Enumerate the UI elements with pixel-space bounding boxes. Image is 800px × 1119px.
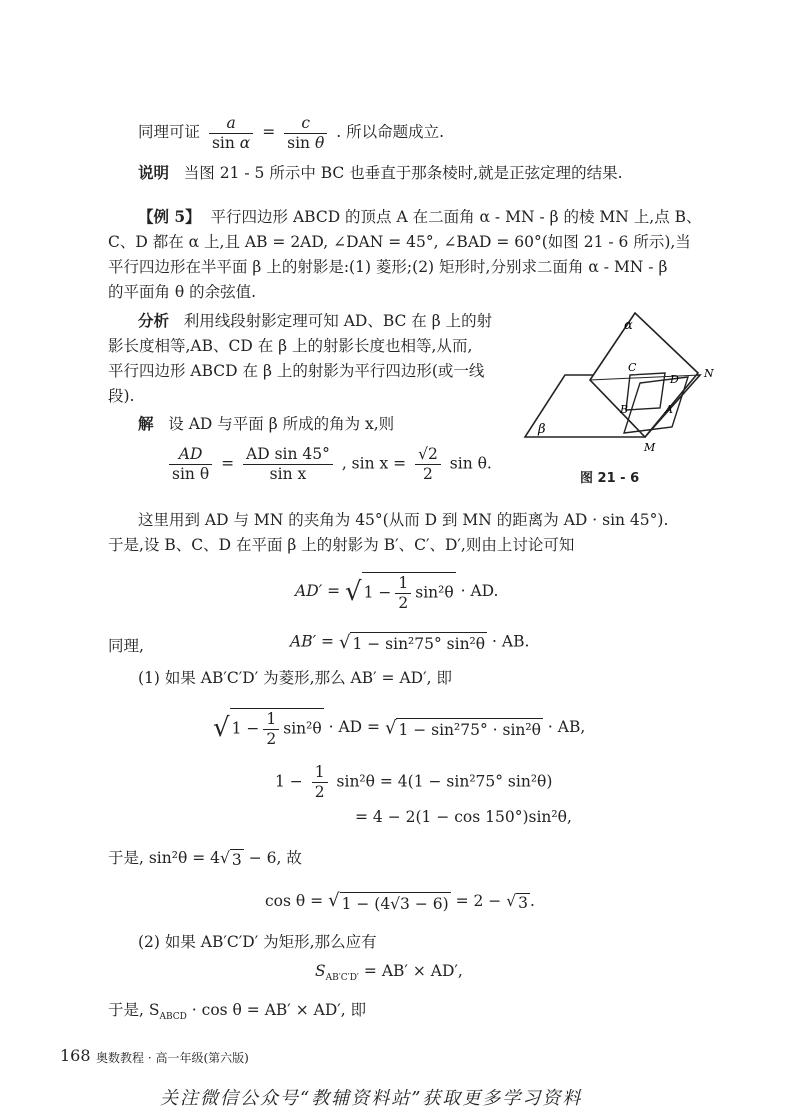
paragraph-2: 于是,设 B、C、D 在平面 β 上的射影为 B′、C′、D′,则由上讨论可知 [108,536,575,554]
radicand-3: 1 − sin²75° sin²θ [350,632,487,653]
ad-prime: AD′ = [295,582,341,600]
eq4-sin: sin²θ [283,719,322,738]
fraction-a: $\frac{a}{\text{sin α}}$ [209,115,253,152]
equation-2 [295,572,498,612]
radical-sign: √ [338,632,351,653]
equation-3-label: 同理, [108,637,144,655]
analysis-line-1 [138,311,492,331]
equals: = [262,123,276,141]
radicand-4b: 1 − sin²75° · sin²θ [396,718,543,739]
equation-5 [275,764,552,801]
example-5-line-1 [138,207,702,227]
example-5-line-2: C、D 都在 α 上,且 AB = 2AD, ∠DAN = 45°, ∠BAD = 60°(如图 21 - 6 所示),当 [108,233,691,251]
eq10-rhs: · cos θ = AB′ × AD′, 即 [186,1001,367,1019]
figure-caption: 图 21 - 6 [580,471,640,486]
eq4-mid: · AD = [328,718,381,736]
eq10-sub: ABCD [159,1012,187,1023]
eq4-one: 1 − [231,719,260,738]
label-n: N [704,367,714,380]
line-1-lead: 同理可证 [138,123,201,141]
label-d: D [670,373,679,386]
case-1: (1) 如果 AB′C′D′ 为菱形,那么 AB′ = AD′, 即 [138,669,452,687]
note-line [138,163,623,183]
radical-sign: √ [345,577,362,607]
plane-alpha [590,313,698,437]
solution-label: 解 [138,414,154,433]
eq5-rhs: sin²θ = 4(1 − sin²75° sin²θ) [336,772,553,791]
book-title: 奥数教程 · 高一年级(第六版) [96,1051,249,1065]
equation-7 [108,848,302,870]
radicand-2 [362,572,456,612]
radicand-8a: 1 − (4√3 − 6) [340,892,451,913]
figure-21-6 [520,305,720,465]
eq8-post: = 2 − [450,892,502,910]
equation-8 [265,890,535,913]
ab-prime: AB′ = [290,632,335,651]
eq9-sub: AB′C′D′ [325,973,359,984]
eq2-one: 1 − [363,583,392,602]
eq9-s: S [315,962,326,980]
line-1 [138,112,444,152]
radicand-7: 3 [231,850,242,869]
example-5-line-4: 的平面角 θ 的余弦值. [108,283,257,301]
fraction-half: $\frac{1}{2}$ [263,711,279,748]
equation-3 [290,632,529,653]
radical-sign: √ [328,890,340,911]
equation-1 [165,446,492,483]
label-beta: β [538,422,546,437]
eq2-rhs: · AD. [460,582,499,600]
eq4-rhs: · AB, [547,718,586,736]
radical-sign: √ [506,892,517,910]
fraction-half: $\frac{1}{2}$ [312,764,328,801]
paragraph-1: 这里用到 AD 与 MN 的夹角为 45°(从而 D 到 MN 的距离为 AD · sin 45°). [138,511,669,529]
solution-line [138,414,394,434]
fraction-half: $\frac{1}{2}$ [395,575,411,612]
eq8-pre: cos θ = [265,892,324,910]
note-label: 说明 [138,163,170,182]
eq5-one: 1 − [275,772,303,791]
line-1-end: . 所以命题成立. [336,123,445,141]
eq7-post: − 6, 故 [243,849,302,867]
radicand-8b: 3 [518,893,528,912]
eq10-pre: 于是, S [108,1001,160,1019]
solution-text: 设 AD 与平面 β 所成的角为 x,则 [168,415,395,433]
eq2-sin: sin²θ [415,583,454,602]
analysis-line-3: 平行四边形 ABCD 在 β 上的射影为平行四边形(或一线 [108,362,485,380]
page-number: 168 [60,1046,91,1065]
example-5-text-1: 平行四边形 ABCD 的顶点 A 在二面角 α - MN - β 的棱 MN 上,点 B、 [210,208,702,226]
radicand-4a [230,708,324,748]
eq8-end: . [530,892,535,910]
analysis-label: 分析 [138,311,170,330]
equation-10 [108,1000,366,1027]
eq3-rhs: · AB. [492,632,530,651]
fraction-c: $\frac{c}{\text{sin θ}}$ [284,115,327,152]
equation-6: = 4 − 2(1 − cos 150°)sin²θ, [355,808,572,826]
analysis-line-4: 段). [108,387,135,405]
label-c: C [628,361,637,374]
fraction-ad-sinth: $\frac{AD}{\text{sin θ}}$ [169,446,212,483]
fraction-sqrt2-2: $\frac{√2}{2}$ [415,446,441,483]
radical-sign: √ [220,849,230,867]
sin-theta-end: sin θ. [449,454,492,473]
label-b: B [620,403,629,416]
example-tag: 【例 5】 [138,207,201,226]
label-m: M [644,441,656,454]
note-text: 当图 21 - 5 所示中 BC 也垂直于那条棱时,就是正弦定理的结果. [183,164,623,182]
label-a: A [665,403,673,416]
analysis-text-1: 利用线段射影定理可知 AD、BC 在 β 上的射 [183,312,493,330]
equation-4 [213,708,585,748]
sinx-eq: , sin x = [341,454,407,473]
watermark: 关注微信公众号“教辅资料站”获取更多学习资料 [160,1088,583,1109]
eq7-pre: 于是, sin²θ = 4 [108,849,220,867]
equation-9 [315,962,463,983]
equals-1: = [221,454,235,473]
example-5-line-3: 平行四边形在半平面 β 上的射影是:(1) 菱形;(2) 矩形时,分别求二面角 α - MN - β [108,258,668,276]
label-alpha: α [624,318,633,333]
fraction-adsin-sinx: $\frac{\text{AD sin 45°}}{\text{sin x}}$ [243,446,333,483]
case-2: (2) 如果 AB′C′D′ 为矩形,那么应有 [138,933,377,951]
eq9-rhs: = AB′ × AD′, [358,962,463,980]
radical-sign: √ [384,717,397,739]
analysis-line-2: 影长度相等,AB、CD 在 β 上的射影长度也相等,从而, [108,337,473,355]
radical-sign: √ [213,713,230,743]
